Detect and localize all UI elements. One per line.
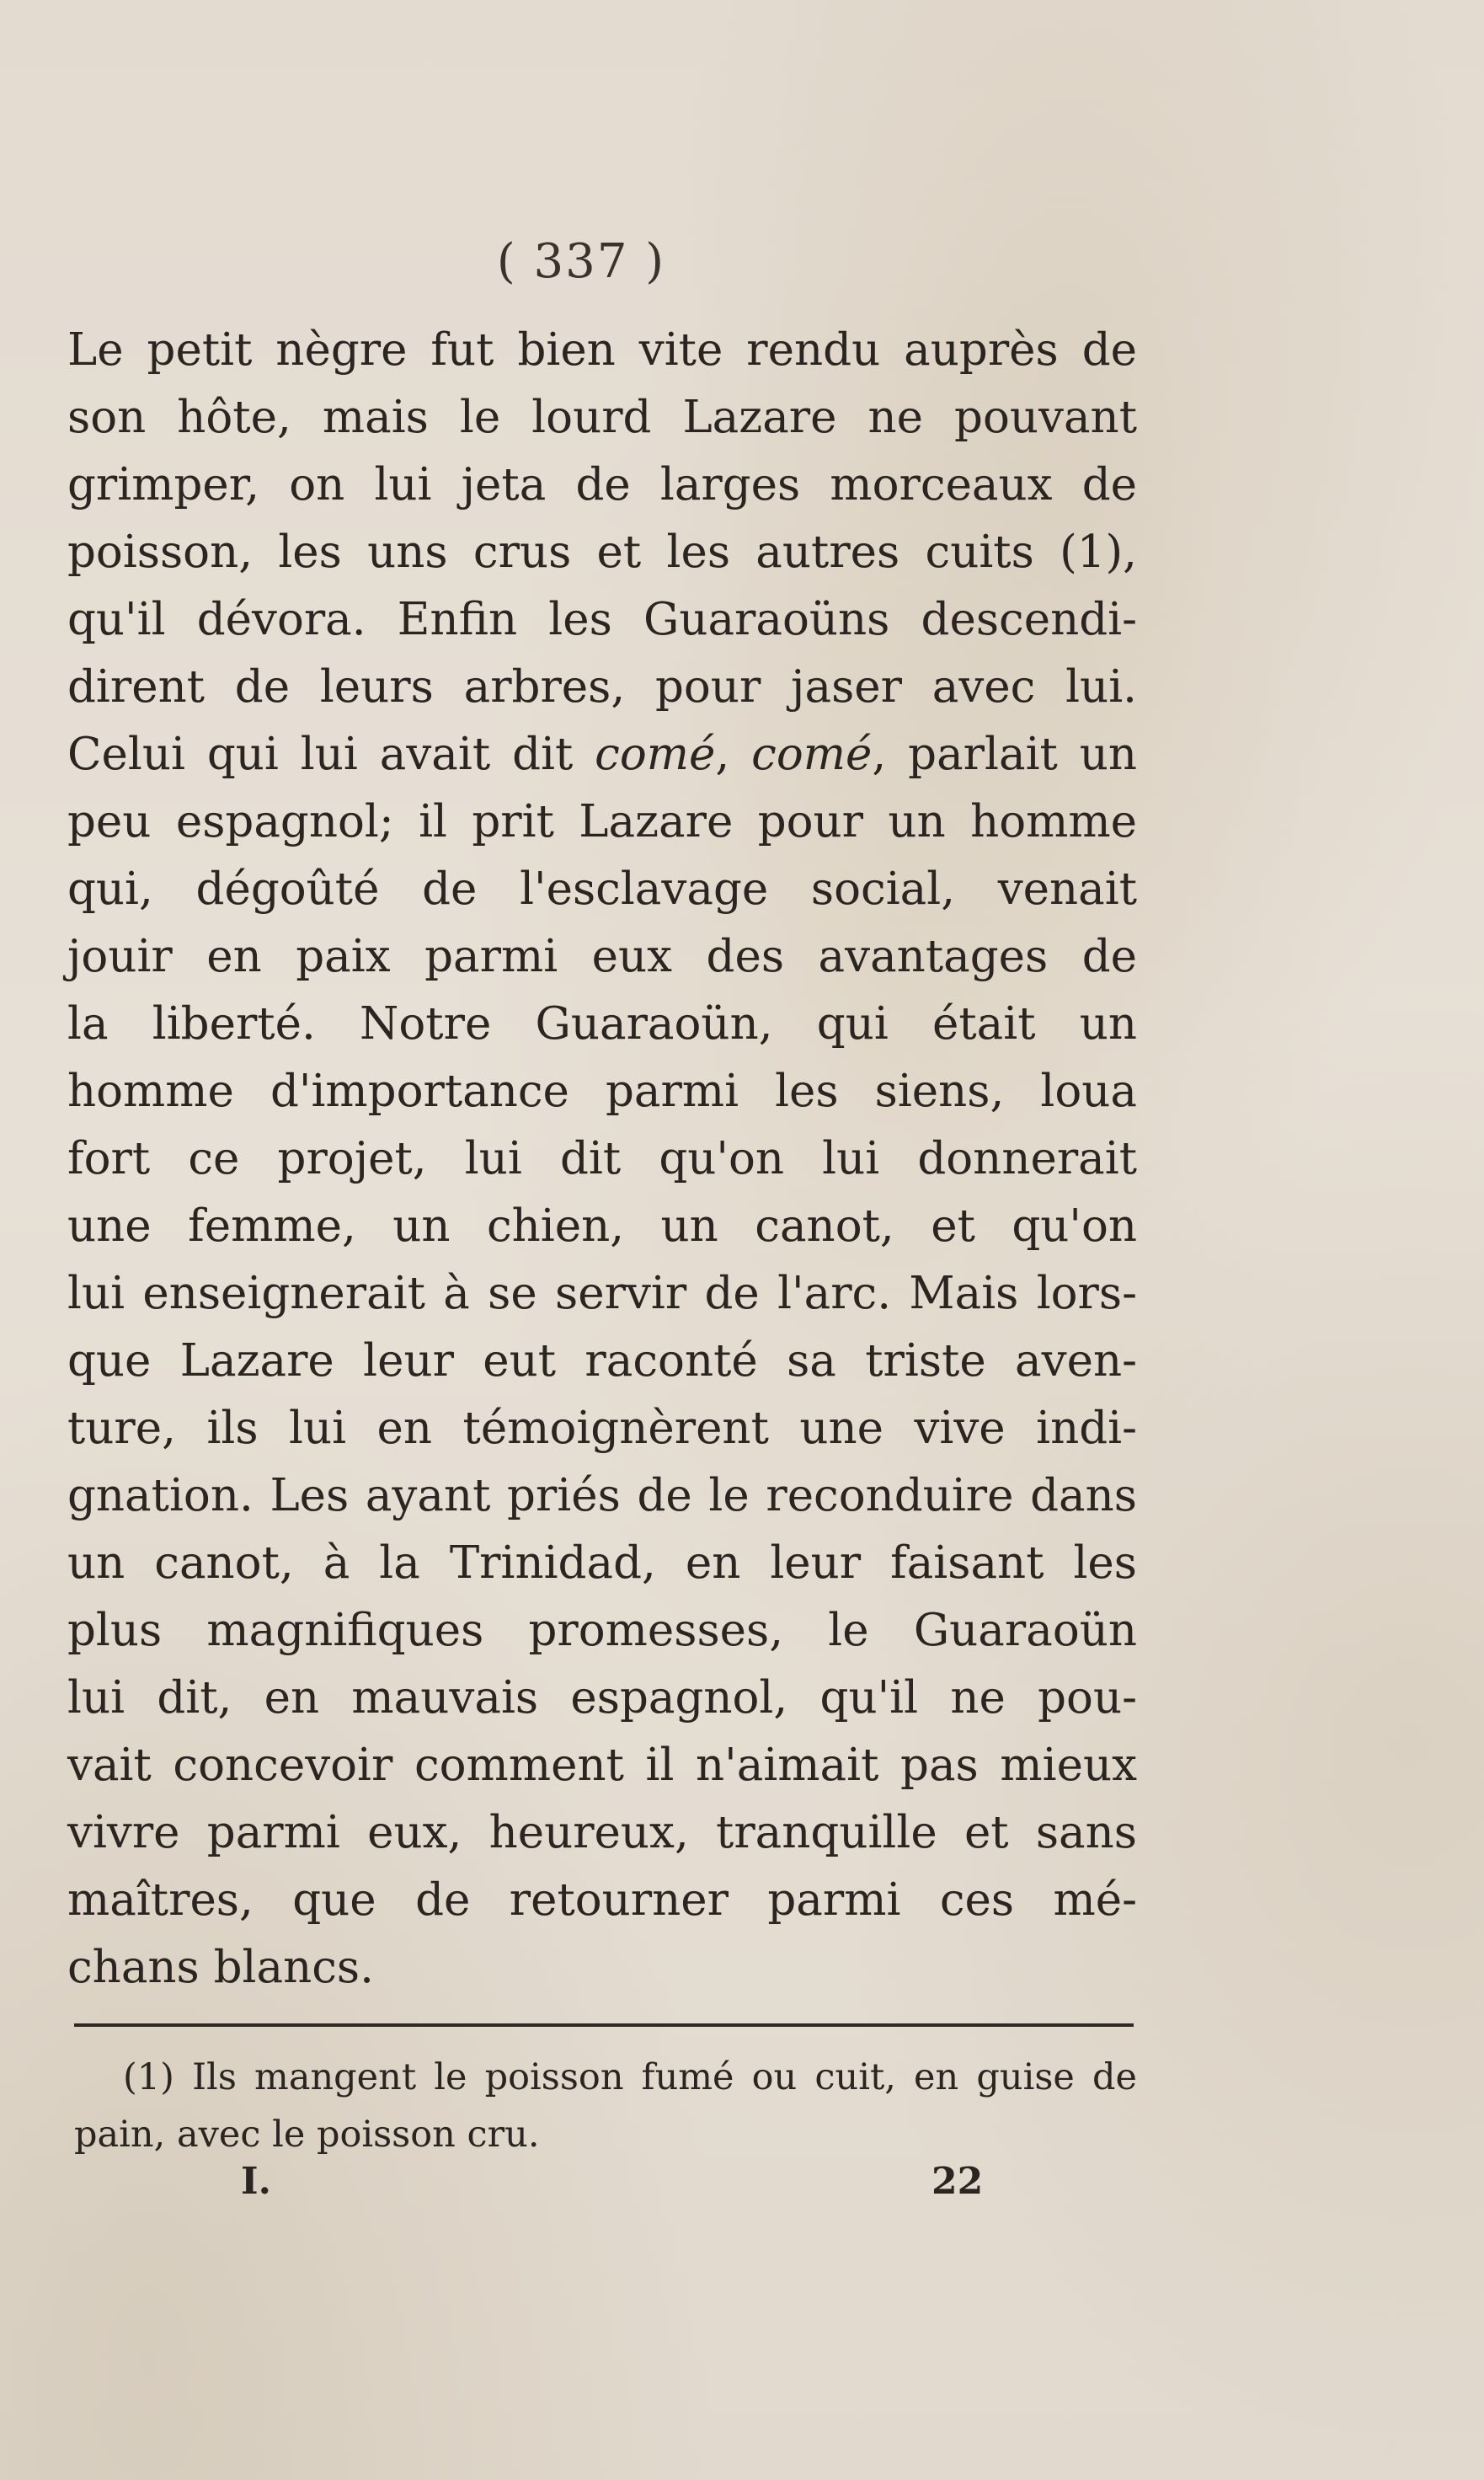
text-line: homme d'importance parmi les siens, loua bbox=[67, 1066, 1137, 1117]
text-run: , bbox=[715, 729, 752, 780]
text-line-with-italics bbox=[67, 721, 1137, 788]
text-line: lui dit, en mauvais espagnol, qu'il ne pou- bbox=[67, 1672, 1137, 1724]
text-line: poisson, les uns crus et les autres cuits (1), bbox=[67, 526, 1137, 578]
text-line: qui, dégoûté de l'esclavage social, venait bbox=[67, 863, 1137, 915]
text-line: la liberté. Notre Guaraoün, qui était un bbox=[67, 998, 1137, 1050]
italic-word: comé bbox=[751, 729, 873, 780]
text-line: Le petit nègre fut bien vite rendu auprès de bbox=[67, 324, 1137, 376]
page-number: ( 337 ) bbox=[496, 234, 666, 289]
text-run: Celui qui lui avait dit bbox=[67, 729, 595, 780]
text-line: maîtres, que de retourner parmi ces mé- bbox=[67, 1874, 1137, 1926]
footnote-line: pain, avec le poisson cru. bbox=[74, 2114, 540, 2156]
text-line: vivre parmi eux, heureux, tranquille et sans bbox=[67, 1807, 1137, 1858]
italic-word: comé bbox=[595, 729, 716, 780]
text-line: son hôte, mais le lourd Lazare ne pouvant bbox=[67, 392, 1137, 443]
signature-mark-volume: I. bbox=[241, 2160, 271, 2203]
text-line: peu espagnol; il prit Lazare pour un homme bbox=[67, 796, 1137, 847]
text-line: dirent de leurs arbres, pour jaser avec lui. bbox=[67, 661, 1137, 713]
body-text bbox=[67, 317, 1137, 2002]
text-line: une femme, un chien, un canot, et qu'on bbox=[67, 1200, 1137, 1252]
text-line: fort ce projet, lui dit qu'on lui donnerait bbox=[67, 1133, 1137, 1184]
text-line: jouir en paix parmi eux des avantages de bbox=[67, 931, 1137, 982]
footnote bbox=[74, 2049, 1137, 2163]
text-line: plus magnifiques promesses, le Guaraoün bbox=[67, 1605, 1137, 1656]
text-run: , parlait un bbox=[872, 729, 1138, 780]
text-line: un canot, à la Trinidad, en leur faisant les bbox=[67, 1537, 1137, 1589]
text-line: grimper, on lui jeta de larges morceaux de bbox=[67, 459, 1137, 510]
text-line: qu'il dévora. Enfin les Guaraoüns descendi- bbox=[67, 594, 1137, 645]
text-line: chans blancs. bbox=[67, 1942, 374, 1993]
text-line: lui enseignerait à se servir de l'arc. Mais lors- bbox=[67, 1268, 1137, 1319]
footnote-divider bbox=[74, 2023, 1134, 2027]
text-line: vait concevoir comment il n'aimait pas mieux bbox=[67, 1740, 1137, 1791]
footnote-line: (1) Ils mangent le poisson fumé ou cuit, en guise de bbox=[123, 2056, 1137, 2098]
text-line: que Lazare leur eut raconté sa triste aven- bbox=[67, 1335, 1137, 1387]
text-line: ture, ils lui en témoignèrent une vive indi- bbox=[67, 1403, 1137, 1454]
signature-mark-gathering: 22 bbox=[932, 2160, 984, 2203]
text-line: gnation. Les ayant priés de le reconduire dans bbox=[67, 1470, 1137, 1521]
